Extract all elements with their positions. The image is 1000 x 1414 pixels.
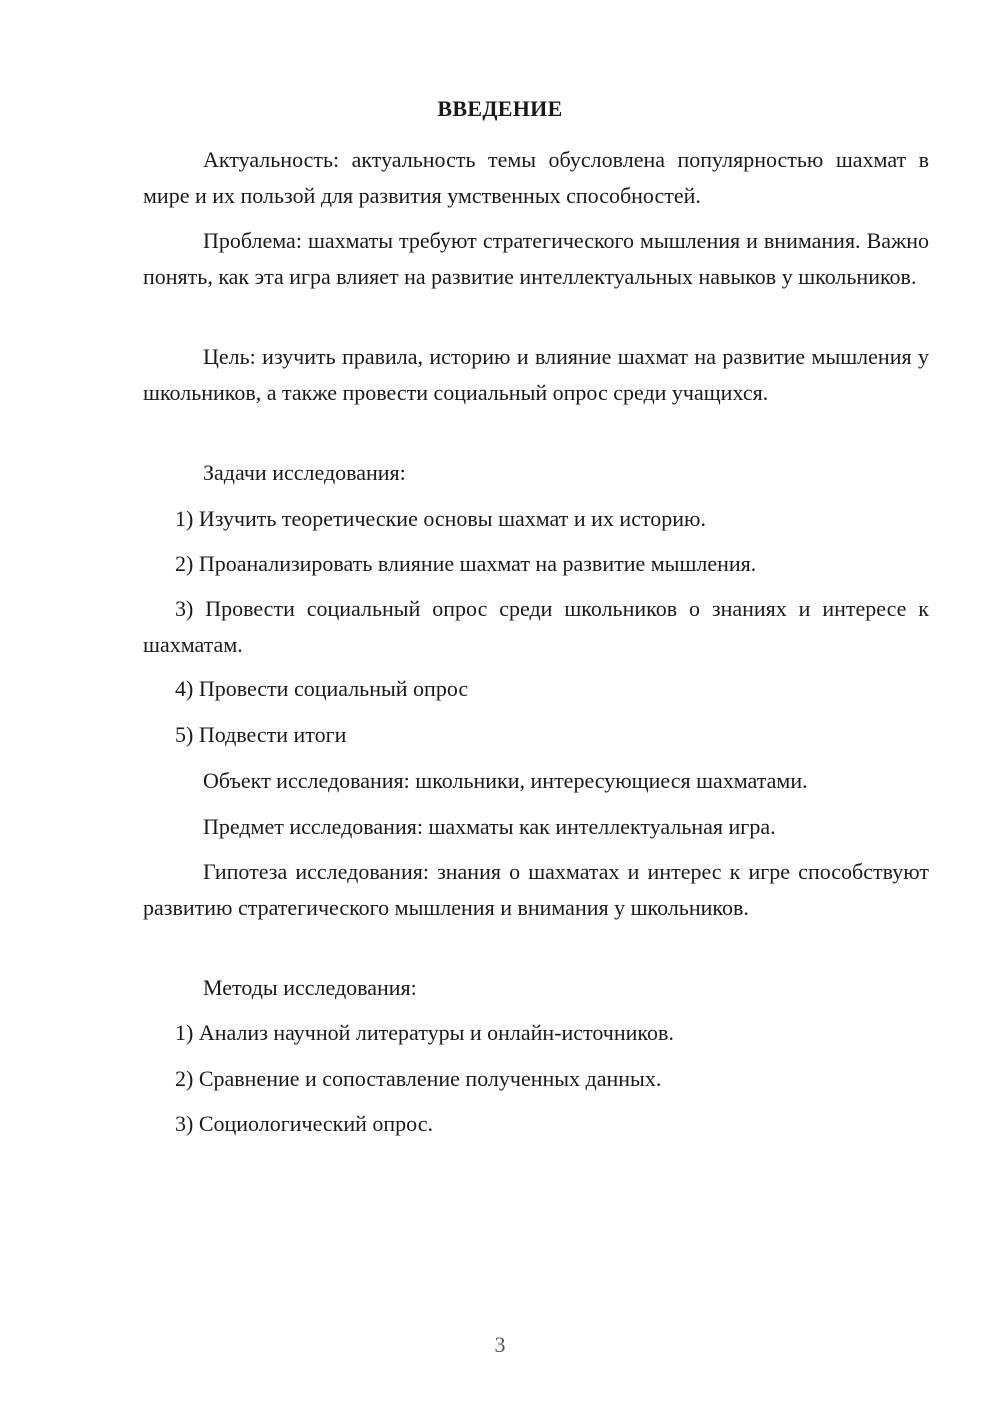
tasks-heading: Задачи исследования: [203, 460, 406, 485]
relevance-paragraph: Актуальность: актуальность темы обусловлена популярностью шахмат в мире и их пользой для развития умственных способностей. [143, 147, 929, 208]
page-title: ВВЕДЕНИЕ [437, 96, 563, 121]
page-number: 3 [494, 1332, 506, 1357]
method-item: 2) Сравнение и сопоставление полученных данных. [175, 1066, 662, 1091]
goal-paragraph: Цель: изучить правила, историю и влияние шахмат на развитие мышления у школьников, а также провести социальный опрос среди учащихся. [143, 344, 929, 405]
task-item: 2) Проанализировать влияние шахмат на развитие мышления. [175, 551, 757, 576]
task-item: 3) Провести социальный опрос среди школьников о знаниях и интересе к шахматам. [143, 596, 929, 657]
object-paragraph: Объект исследования: школьники, интересующиеся шахматами. [203, 768, 808, 793]
problem-paragraph: Проблема: шахматы требуют стратегического мышления и внимания. Важно понять, как эта игра влияет на развитие интеллектуальных навыков у школьников. [143, 228, 929, 289]
task-item: 5) Подвести итоги [175, 722, 347, 747]
subject-paragraph: Предмет исследования: шахматы как интеллектуальная игра. [203, 814, 776, 839]
task-item: 4) Провести социальный опрос [175, 676, 469, 701]
method-item: 1) Анализ научной литературы и онлайн-источников. [175, 1020, 674, 1045]
method-item: 3) Социологический опрос. [175, 1111, 433, 1136]
methods-heading: Методы исследования: [203, 975, 417, 1000]
task-item: 1) Изучить теоретические основы шахмат и их историю. [175, 506, 706, 531]
hypothesis-paragraph: Гипотеза исследования: знания о шахматах и интерес к игре способствуют развитию стратегического мышления и внимания у школьников. [143, 859, 929, 920]
